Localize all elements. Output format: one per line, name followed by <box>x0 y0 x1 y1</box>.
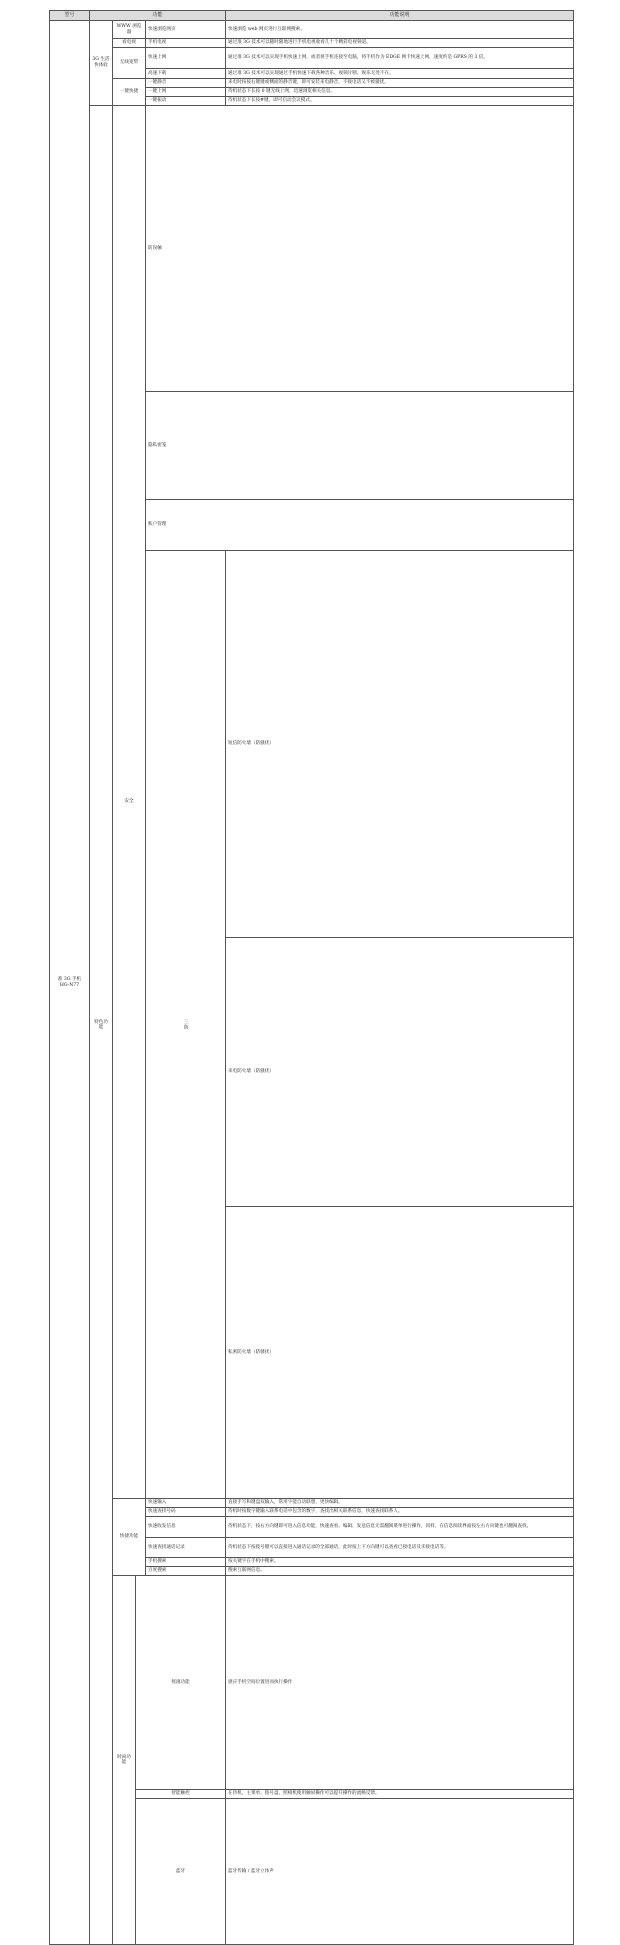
row-description: 待机状态下长按 0 键无线上网，迅速浏览相关信息。 <box>226 88 574 97</box>
model-name-line1: 准 3G 手机 <box>57 977 82 983</box>
header-model: 型号 <box>50 11 90 21</box>
row-label: 一键上网 <box>146 88 226 97</box>
row-description: 待机时按数字键输入联系电话中包含的数字，查找出相关联系信息，快速查找联系人。 <box>226 1508 574 1517</box>
row-description: 通过准 3G 技术可以实现手机快速上网，或者将手机连接至电脑，将手机作为 EDGE 网卡快速上网，速度约是 GPRS 的 3 倍。 <box>226 48 574 69</box>
row-label: 蓝牙传输 / 蓝牙立体声 <box>226 1798 574 1944</box>
quick-cell: 快捷功能 <box>113 1499 146 1576</box>
row-description: 通过准 3G 技术可以实现通过手机快速下载各种音乐、视频片断，娱乐无处不在。 <box>226 69 574 79</box>
row-description: 待机状态下，按右方向键即可进入信息功能，快速查看、编辑、发送信息无需翻阅菜单进行操作，同样，在信息阅读界面按左右方向键也可翻阅查找。 <box>226 1517 574 1538</box>
row-label: 快速收发信息 <box>146 1517 226 1538</box>
table-row <box>50 79 574 88</box>
row-description: 快速浏览 web 网页进行互联网搜索。 <box>226 21 574 39</box>
table-row <box>50 39 574 48</box>
row-label: 来电防火墙（防骚扰） <box>226 937 574 1207</box>
row-label: 快速上网 <box>146 48 226 69</box>
row-label: 账户管理 <box>146 499 574 550</box>
row-label: 快速查找号码 <box>146 1508 226 1517</box>
row-label: 快速输入 <box>146 1499 226 1508</box>
row-description: 按关键字在手机中搜索。 <box>226 1558 574 1567</box>
row-description: 搜索互联网信息。 <box>226 1567 574 1576</box>
row-description: 待机状态下按拨号键可以直接进入通话记录的全部通话，此时按上下方向键可以查看已接电话及未接电话等。 <box>226 1538 574 1558</box>
group-special-label: 特色功能 <box>94 1019 108 1031</box>
row-description: 在待机、主菜单、拨号盘、照相机使用触屏操作可以提升操作的流畅反馈。 <box>226 1789 574 1798</box>
row-label: 快速查找通话记录 <box>146 1538 226 1558</box>
table-row <box>50 1499 574 1508</box>
safe-sub-cell: 三防 <box>146 550 226 1498</box>
header-row <box>50 11 574 21</box>
table-row <box>50 106 574 392</box>
onekey-cell: 一键快捷 <box>113 79 146 106</box>
bluetooth-cell: 蓝牙 <box>136 1798 226 1944</box>
touch-cell: 智能触控 <box>136 1789 226 1798</box>
row-label: 百度搜索 <box>146 1567 226 1576</box>
header-function: 功能 <box>90 11 226 21</box>
row-label: 短信防火墙（防骚扰） <box>226 550 574 937</box>
row-label: 感应手机空间位置进而执行操作 <box>226 1576 574 1790</box>
row-label: 隐私密笼 <box>146 392 574 499</box>
row-label: 手机搜索 <box>146 1558 226 1567</box>
model-name-line2: HG-N77 <box>59 982 80 988</box>
security-cell: 安全 <box>113 106 146 1499</box>
row-description: 通过准 3G 技术可以随时随地进行手机电视收看几十个精彩电视频道。 <box>226 39 574 48</box>
table-row <box>50 48 574 69</box>
group-3g-label: 3G 生活 快体验 <box>92 57 110 68</box>
model-cell <box>50 21 90 1945</box>
row-description: 直接手写和键盘双输入，常用字能自动联想，更快编辑。 <box>226 1499 574 1508</box>
row-label: 快速浏览网页 <box>146 21 226 39</box>
row-description: 待机状态下长按#键，即可启动会议模式。 <box>226 97 574 106</box>
row-label: 高速下载 <box>146 69 226 79</box>
row-label: 手机电视 <box>146 39 226 48</box>
row-label: 一键振动 <box>146 97 226 106</box>
row-label: 防误触 <box>146 106 574 392</box>
group-special-cell <box>90 106 113 1945</box>
row-label: 一键静音 <box>146 79 226 88</box>
row-label: 私密防火墙（防骚扰） <box>226 1207 574 1499</box>
group-fashion-cell <box>113 1576 136 1945</box>
tv-cell: 看电视 <box>113 39 146 48</box>
www-browser-cell: WWW 浏览器 <box>113 21 146 39</box>
spec-table <box>49 10 574 1945</box>
wireless-cell: 无线宽带 <box>113 48 146 79</box>
header-description: 功能说明 <box>226 11 574 21</box>
row-description: 来电时按按右键键或侧面的静音键，即可安装来电静音，不接电话又不被骚扰。 <box>226 79 574 88</box>
table-row <box>50 1576 574 1790</box>
shake-cell: 摇滚功能 <box>136 1576 226 1790</box>
group-fashion-label: 时尚功能 <box>117 1754 131 1766</box>
table-row <box>50 21 574 39</box>
group-3g-cell <box>90 21 113 106</box>
